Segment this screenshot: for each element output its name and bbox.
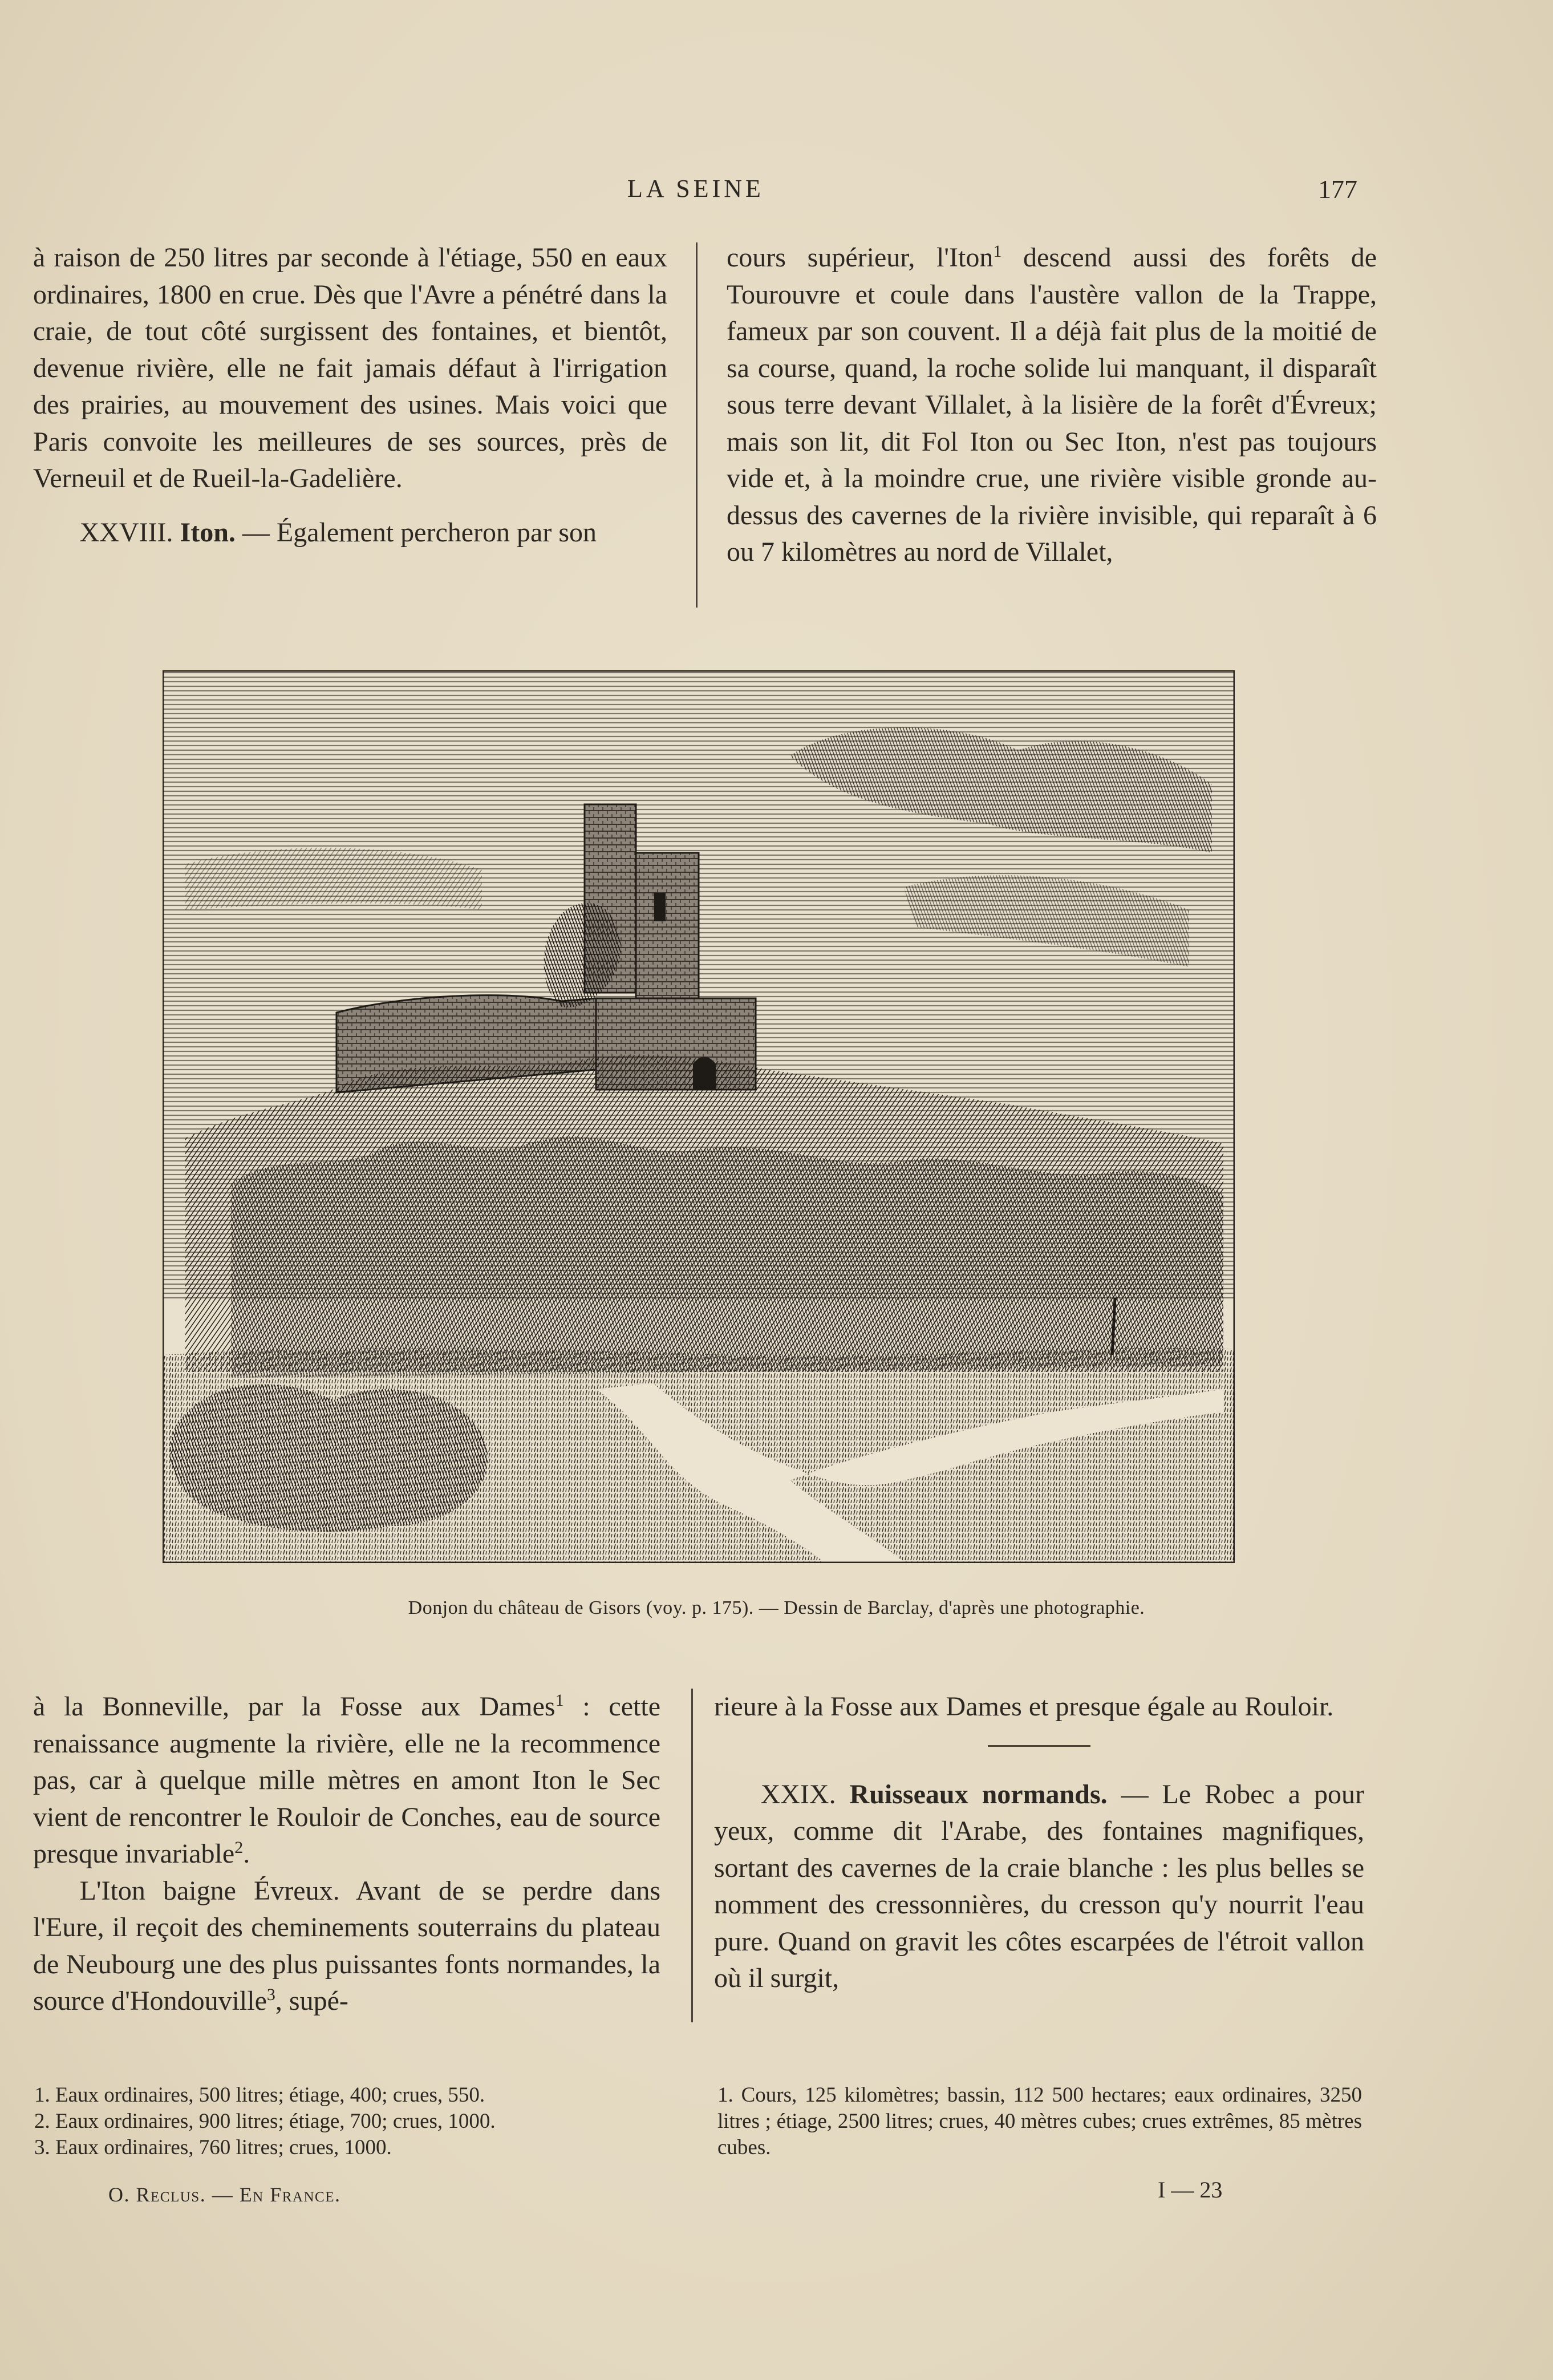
footnote: 1. Cours, 125 kilomètres; bassin, 112 500 hectares; eaux ordinaires, 3250 litres ; étiage, 2500 litres; crues, 40 mètres cubes; crues extrêmes, 85 mètres cubes. (717, 2083, 1362, 2159)
rouloir-paragraph: rieure à la Fosse aux Dames et presque égale au Rouloir. (714, 1691, 1334, 1722)
bottom-left-column (33, 1689, 660, 2020)
iton-section-text: — Également percheron par son (235, 517, 597, 548)
top-right-column (727, 240, 1377, 571)
iton-course-paragraph (727, 240, 1377, 571)
foreground-bush (170, 1384, 488, 1532)
iton-text-a: cours supérieur, l'Iton (727, 242, 994, 273)
footnote-ref: 3 (266, 1985, 275, 2004)
footnote-ref: 1 (555, 1691, 564, 1710)
section-title-ruisseaux: Ruisseaux normands. (849, 1779, 1108, 1810)
footnote: 2. Eaux ordinaires, 900 litres; étiage, 700; crues, 1000. (34, 2110, 496, 2133)
iton-section-start (33, 515, 667, 552)
bonneville-text-a: à la Bonneville, par la Fosse aux Dames (33, 1691, 555, 1722)
engraving-illustration (163, 670, 1235, 1563)
section-number-xxviii: XXVIII. (79, 517, 173, 548)
author-signature (108, 2183, 340, 2207)
bonneville-text-c: . (243, 1839, 250, 1869)
footnote-ref: 1 (993, 242, 1002, 261)
signature-separator: . — (200, 2183, 240, 2206)
footnote: 3. Eaux ordinaires, 760 litres; crues, 1000. (34, 2136, 392, 2159)
evreux-text-a: L'Iton baigne Évreux. Avant de se perdre dans l'Eure, il reçoit des cheminements souterrains du plateau de Neubourg une des plus puissantes fonts normandes, la source d'Hondouville (33, 1875, 660, 2016)
ruisseaux-section (714, 1776, 1364, 1997)
sheet-signature-mark: I — 23 (1158, 2177, 1223, 2203)
top-left-column (33, 240, 667, 551)
section-title-iton: Iton. (180, 517, 236, 548)
running-title: LA SEINE (627, 175, 764, 203)
bonneville-paragraph (33, 1689, 660, 1873)
page-number: 177 (1318, 175, 1357, 204)
column-divider (696, 242, 698, 608)
bonneville-text-b: : cette renaissance augmente la rivière, elle ne la recommence pas, car à quelque mille mètres en amont Iton le Sec vient de rencontrer le Rouloir de Conches, eau de source presque invariable (33, 1691, 660, 1869)
figure-caption: Donjon du château de Gisors (voy. p. 175). — Dessin de Barclay, d'après une photographie. (408, 1597, 1145, 1618)
evreux-paragraph (33, 1873, 660, 2020)
footnotes-right (717, 2082, 1362, 2161)
book-title: En France (239, 2183, 335, 2206)
avre-paragraph: à raison de 250 litres par seconde à l'étiage, 550 en eaux ordinaires, 1800 en crue. Dès que l'Avre a pénétré dans la craie, de tout côté surgissent des fontaines, et bientôt, devenue rivière, elle ne fait jamais défaut à l'irrigation des prairies, au mouvement des usines. Mais voici que Paris convoite les meilleures de ses sources, près de Verneuil et de Rueil-la-Gadelière. (33, 242, 667, 493)
ruisseaux-section-text: — Le Robec a pour yeux, comme dit l'Arabe, des fontaines magnifiques, sortant des cavernes de la craie blanche : les plus belles se nomment des cressonnières, du cresson qu'y nourrit l'eau pure. Quand on gravit les côtes escarpées de l'étroit vallon où il surgit, (714, 1779, 1364, 1993)
author-initial: O. (108, 2183, 136, 2206)
evreux-text-b: , supé- (275, 1986, 348, 2016)
column-divider (691, 1689, 693, 2022)
section-separator (988, 1745, 1090, 1747)
author-name: Reclus (136, 2183, 200, 2206)
page-header (160, 174, 1357, 220)
bottom-right-column (714, 1689, 1364, 1997)
section-number-xxix: XXIX. (760, 1779, 836, 1810)
signature-period: . (334, 2183, 341, 2206)
footnote-ref: 2 (234, 1838, 244, 1857)
gisors-keep-engraving (163, 670, 1235, 1563)
footnote: 1. Eaux ordinaires, 500 litres; étiage, 400; crues, 550. (34, 2083, 485, 2107)
iton-text-b: descend aussi des forêts de Tourouvre et coule dans l'austère vallon de la Trappe, fameux par son couvent. Il a déjà fait plus de la moitié de sa course, quand, la roche solide lui manquant, il disparaît sous terre devant Villalet, à la lisière de la forêt d'Évreux; mais son lit, dit Fol Iton ou Sec Iton, n'est pas toujours vide et, à la moindre crue, une rivière visible gronde au-dessus des cavernes de la rivière invisible, qui reparaît à 6 ou 7 kilomètres au nord de Villalet, (727, 242, 1377, 567)
footnotes-left (34, 2082, 662, 2161)
